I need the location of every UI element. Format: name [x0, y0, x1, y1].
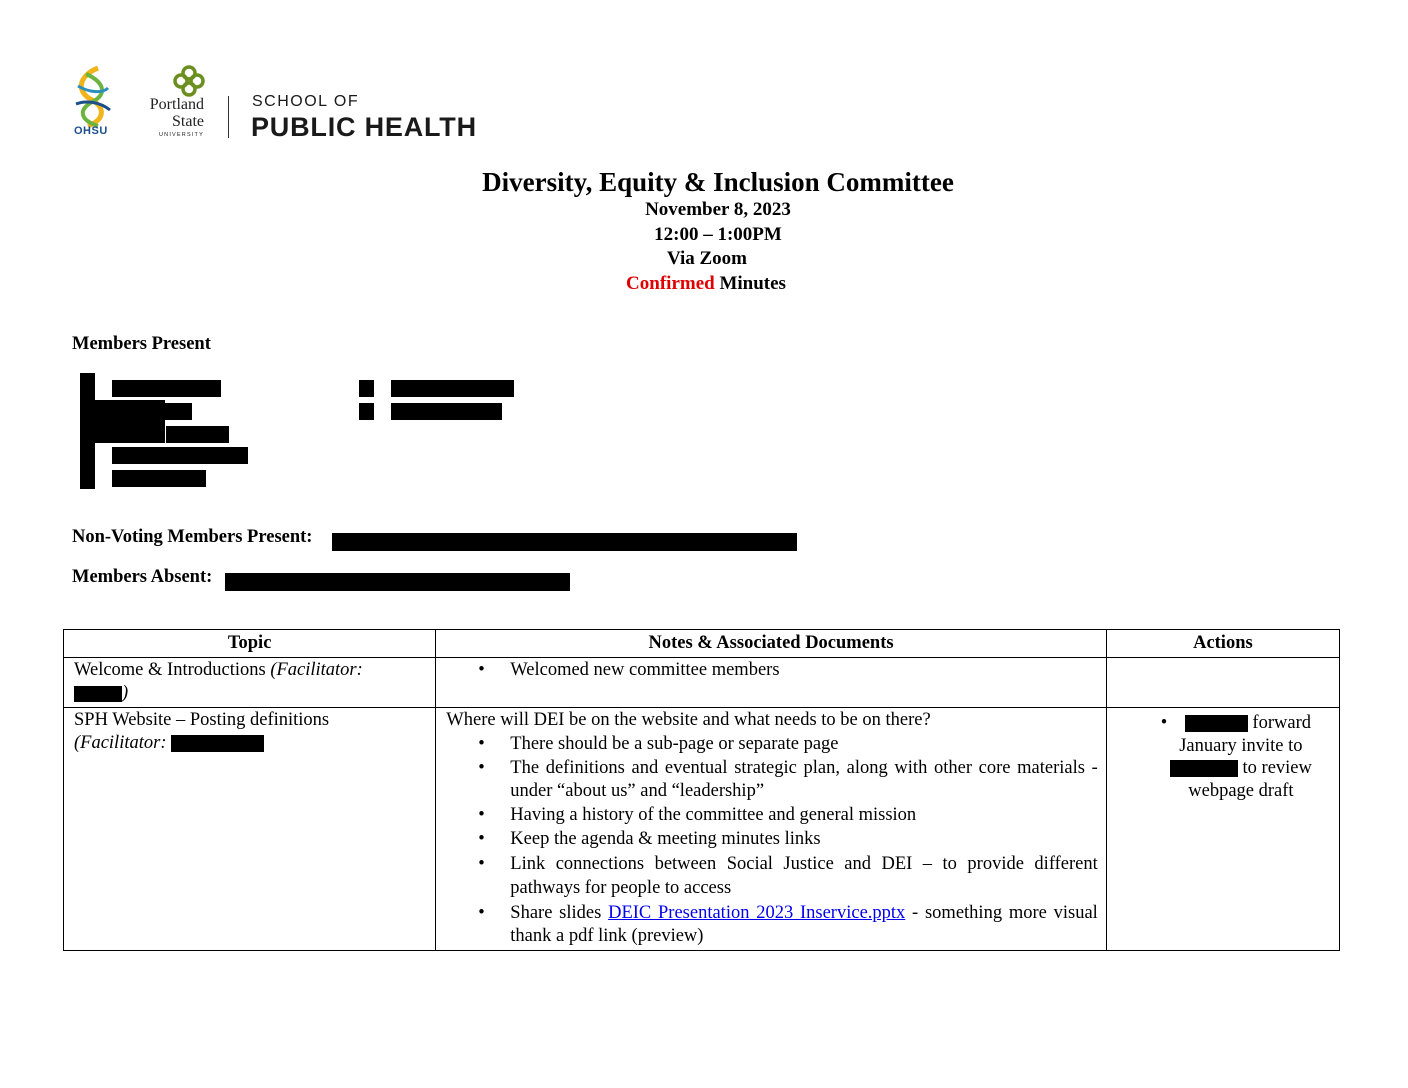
meeting-location [0, 247, 1408, 272]
notes-intro: Where will DEI be on the website and what needs to be on there? [446, 710, 931, 730]
list-item [446, 902, 1098, 948]
facilitator-line [74, 732, 427, 755]
minutes-table [63, 629, 1340, 951]
bullet: • [1160, 713, 1168, 733]
minutes-status [0, 272, 1408, 297]
topic-cell [64, 708, 436, 951]
facilitator-close: ) [122, 683, 129, 703]
action-text-2: January invite to [1179, 735, 1303, 756]
psu-logo-icon [172, 64, 206, 98]
notes-cell [436, 708, 1107, 951]
redaction-bar [166, 426, 229, 443]
list-item: • There should be a sub-page or separate page [446, 733, 1098, 756]
column-header-actions: Actions [1106, 630, 1339, 658]
notes-cell [436, 658, 1107, 708]
redaction-bar [112, 447, 248, 464]
title-block [0, 166, 1408, 296]
share-suffix: - something more visual thank a pdf link (preview) [510, 903, 1098, 946]
action-text-4: webpage draft [1188, 780, 1294, 801]
members-absent-redaction [225, 573, 570, 591]
ohsu-label: OHSU [74, 125, 108, 137]
redaction-bar [391, 403, 502, 420]
psu-name-line2: State [172, 113, 204, 130]
column-header-notes: Notes & Associated Documents [436, 630, 1107, 658]
minutes-word: Minutes [714, 272, 786, 294]
redaction-bar [359, 403, 374, 420]
list-item: • Link connections between Social Justice and DEI – to provide different pathways for people to access [446, 852, 1098, 900]
facilitator-label: (Facilitator: [270, 660, 363, 680]
table-row [64, 658, 1340, 708]
members-present-label: Members Present [72, 334, 211, 354]
facilitator-label: (Facilitator: [74, 733, 167, 753]
members-absent-label: Members Absent: [72, 567, 213, 587]
list-item: • Keep the agenda & meeting minutes links [446, 828, 1098, 851]
page-title: Diversity, Equity & Inclusion Committee [482, 167, 954, 197]
confirmed-word: Confirmed [626, 272, 715, 294]
actions-cell [1106, 708, 1339, 951]
topic-cell [64, 658, 436, 708]
public-health-label: PUBLIC HEALTH [251, 112, 477, 142]
redaction-bar [112, 470, 206, 487]
school-of-label: SCHOOL OF [252, 93, 360, 110]
share-prefix: Share slides [510, 903, 609, 923]
assignee-redaction [1185, 715, 1248, 732]
action-item [1113, 712, 1333, 802]
topic-text: SPH Website – Posting definitions [74, 710, 330, 730]
redaction-bar [359, 380, 374, 397]
action-text-3: to review [1237, 758, 1312, 778]
psu-name-line1: Portland [149, 96, 204, 113]
non-voting-redaction [332, 533, 797, 551]
logo-divider [228, 96, 229, 138]
list-item: • Welcomed new committee members [446, 659, 1098, 682]
redaction-bar [80, 373, 95, 489]
redaction-bar [112, 380, 221, 397]
psu-name [138, 96, 204, 130]
psu-university-label: UNIVERSITY [158, 132, 204, 138]
table-row [64, 708, 1340, 951]
header-logos [68, 62, 488, 142]
presentation-link[interactable]: DEIC Presentation 2023 Inservice.pptx [608, 903, 906, 923]
column-header-topic: Topic [64, 630, 436, 658]
facilitator-redaction [171, 735, 264, 752]
topic-text: Welcome & Introductions [74, 660, 266, 680]
action-text-1: forward [1247, 713, 1311, 733]
list-item: • The definitions and eventual strategic plan, along with other core materials - under “about us” and “leadership” [446, 757, 1098, 803]
non-voting-members-label: Non-Voting Members Present: [72, 527, 313, 547]
facilitator-redaction [74, 686, 122, 702]
meeting-location-text: Via Zoom [666, 248, 748, 269]
reviewer-redaction [1170, 760, 1238, 777]
list-item: • Having a history of the committee and general mission [446, 804, 1098, 827]
actions-cell [1106, 658, 1339, 708]
meeting-time: 12:00 – 1:00PM [654, 223, 782, 245]
meeting-date: November 8, 2023 [645, 199, 791, 220]
table-header-row [64, 630, 1340, 658]
redaction-bar [112, 403, 192, 420]
redaction-bar [391, 380, 514, 397]
